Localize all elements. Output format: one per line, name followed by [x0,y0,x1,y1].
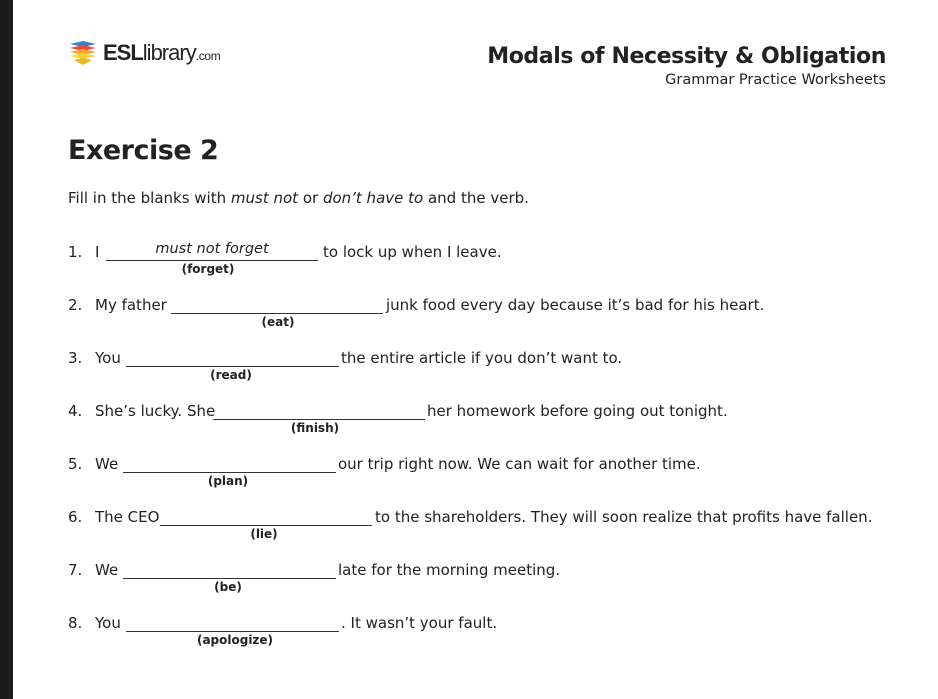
answer-blank[interactable] [123,455,336,473]
logo-brand-light: library [142,40,196,65]
verb-hint: (plan) [207,474,249,488]
answer-blank[interactable] [123,561,336,579]
answer-blank[interactable] [171,296,383,314]
worksheet-subtitle: Grammar Practice Worksheets [665,72,886,88]
question-prefix: The CEO [95,508,160,526]
question-number: 6. [68,508,83,526]
question-prefix: I [95,243,100,261]
verb-hint: (finish) [290,421,340,435]
logo-brand-tld: .com [195,49,221,63]
question-suffix: our trip right now. We can wait for another time. [338,455,701,473]
answer-text: must not forget [155,241,269,257]
question-prefix: My father [95,296,167,314]
instruction-term-must-not: must not [230,189,299,207]
question-suffix: to the shareholders. They will soon realize that profits have fallen. [375,508,873,526]
question-suffix: . It wasn’t your fault. [341,614,498,632]
question-prefix: We [95,561,119,579]
answer-blank[interactable] [106,243,318,261]
question-number: 4. [68,402,83,420]
question-number: 5. [68,455,83,473]
instruction-text: or [298,189,323,207]
question-number: 2. [68,296,83,314]
question-prefix: She’s lucky. She [95,402,216,420]
instruction-term-dont-have-to: don’t have to [322,189,424,207]
question-number: 3. [68,349,83,367]
question-suffix: her homework before going out tonight. [427,402,728,420]
instruction-text: and the verb. [423,189,529,207]
screen-edge [0,0,13,699]
exercise-instruction [68,189,529,207]
question-prefix: We [95,455,119,473]
exercise-title: Exercise 2 [68,135,219,166]
question-number: 7. [68,561,83,579]
answer-blank[interactable] [126,349,339,367]
answer-blank[interactable] [160,508,372,526]
verb-hint: (apologize) [196,633,274,647]
book-stack-icon [68,40,98,66]
answer-blank[interactable] [213,402,425,420]
question-prefix: You [95,349,121,367]
question-prefix: You [95,614,121,632]
instruction-text: Fill in the blanks with [68,189,231,207]
question-suffix: the entire article if you don’t want to. [341,349,623,367]
verb-hint: (eat) [261,315,295,329]
question-number: 1. [68,243,83,261]
worksheet-page [13,0,938,699]
verb-hint: (lie) [250,527,278,541]
question-suffix: to lock up when I leave. [323,243,502,261]
esl-library-logo [68,40,221,66]
verb-hint: (read) [210,368,252,382]
question-number: 8. [68,614,83,632]
worksheet-title: Modals of Necessity & Obligation [487,44,886,69]
question-suffix: junk food every day because it’s bad for his heart. [386,296,765,314]
verb-hint: (be) [214,580,242,594]
answer-blank[interactable] [126,614,339,632]
question-suffix: late for the morning meeting. [338,561,561,579]
logo-brand-bold: ESL [103,40,143,65]
verb-hint: (forget) [181,262,235,276]
